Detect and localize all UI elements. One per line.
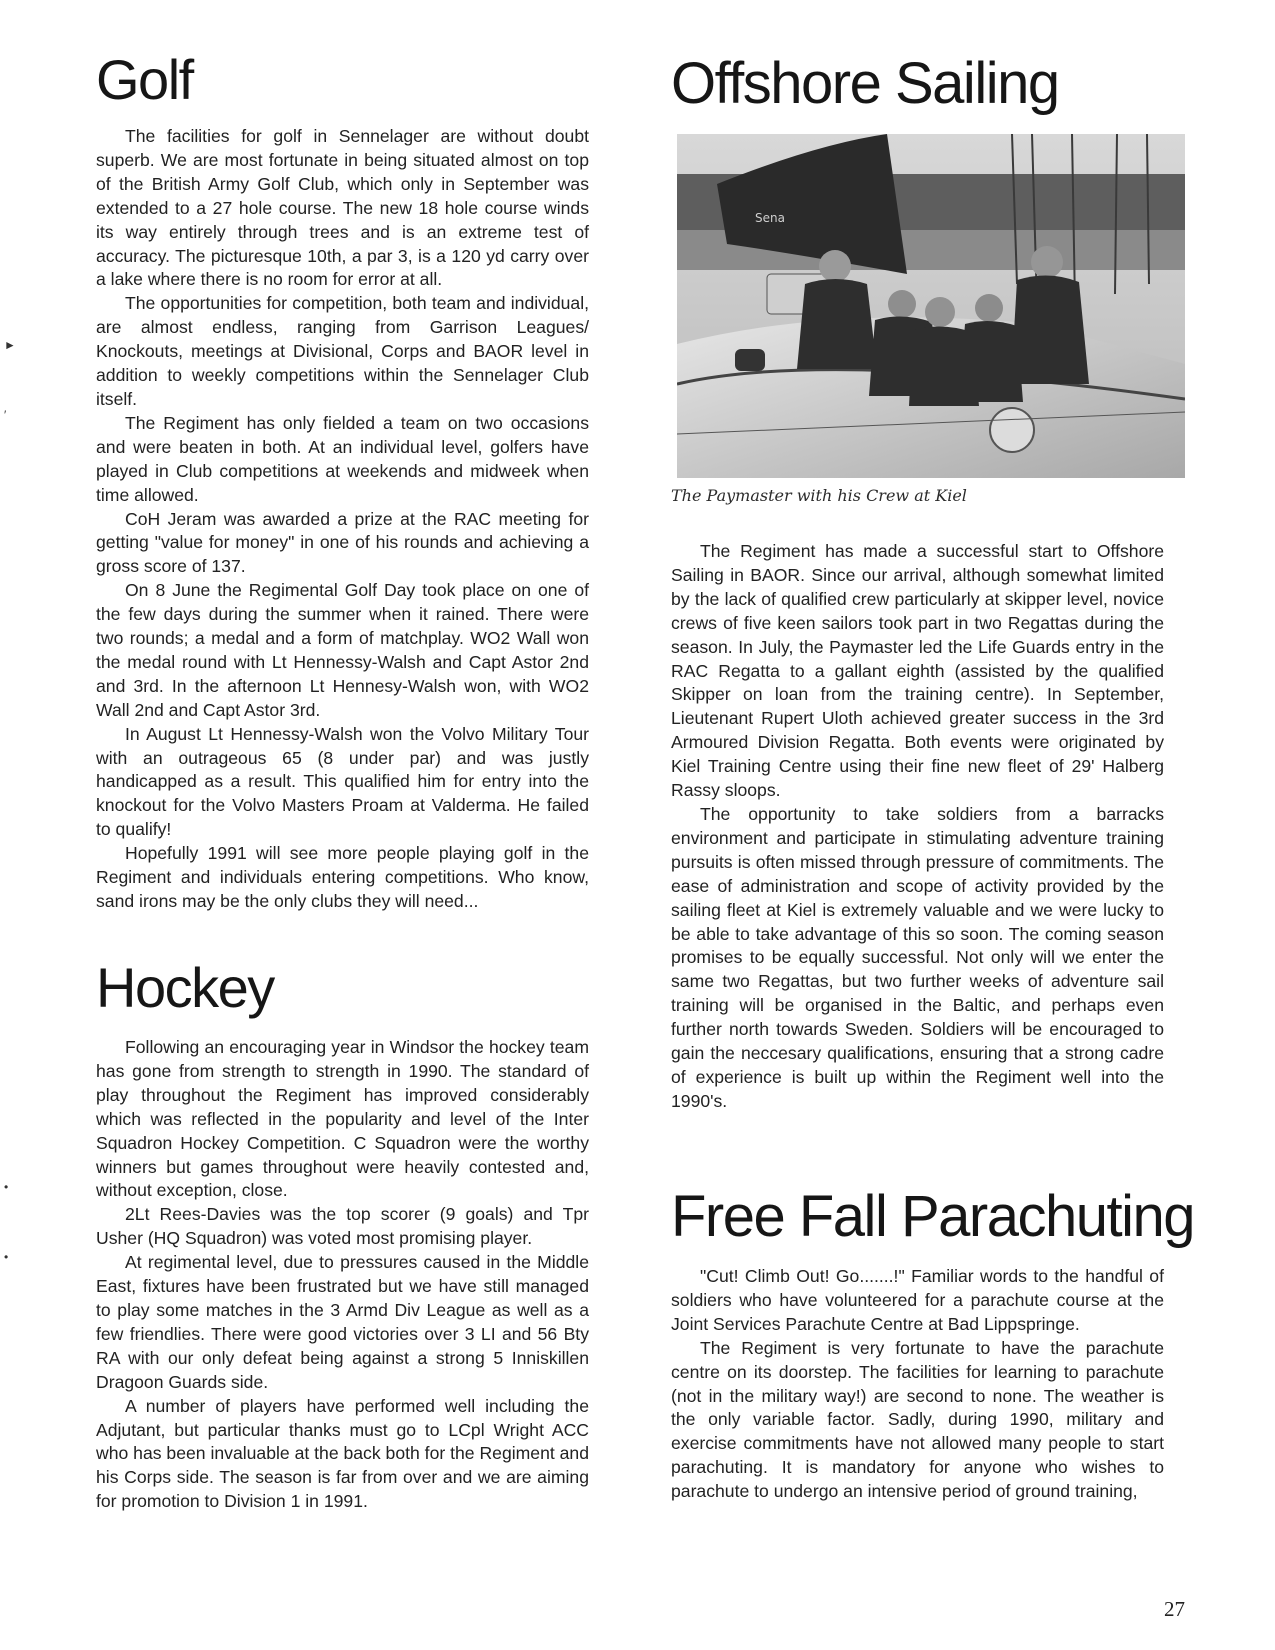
golf-paragraph: On 8 June the Regimental Golf Day took place on one of the few days during the summer when it rained. There were two rounds; a medal and a form of matchplay. WO2 Wall won the medal round with Lt Hennessy-Walsh and Capt Astor 2nd and 3rd. In the afternoon Lt Hennesy-Walsh won, with WO2 Wall 2nd and Capt Astor 3rd. [96,580,589,720]
golf-paragraph: The opportunities for competition, both team and individual, are almost endless, ranging from Garrison Leagues/ Knockouts, meetings at Divisional, Corps and BAOR level in addition to weekly competitions within the Sennelager Club itself. [96,293,589,409]
parachuting-paragraph: "Cut! Climb Out! Go.......!" Familiar words to the handful of soldiers who have volunteered for a parachute course at the Joint Services Parachute Centre at Bad Lippspringe. [671,1266,1164,1334]
hockey-body [96,1036,589,1514]
parachuting-body [671,1265,1164,1504]
hockey-paragraph: Following an encouraging year in Windsor the hockey team has gone from strength to strength in 1990. The standard of play throughout the Regiment has improved considerably which was reflected in the popularity and level of the Inter Squadron Hockey Competition. C Squadron were the worthy winners but games throughout were heavily contested and, without exception, close. [96,1037,589,1201]
sailing-heading: Offshore Sailing [671,51,1059,116]
page-number: 27 [1164,1597,1185,1621]
boat-name-label: Sena [755,211,785,225]
sailing-crew-image [677,134,1185,478]
hockey-paragraph: A number of players have performed well including the Adjutant, but particular thanks must go to LCpl Wright ACC who has been invaluable at the back both for the Regiment and his Corps side. The season is far from over and we are aiming for promotion to Division 1 in 1991. [96,1395,589,1512]
sailing-paragraph: The Regiment has made a successful start to Offshore Sailing in BAOR. Since our arrival, although somewhat limited by the lack of qualified crew particularly at skipper level, novice crews of five keen sailors took part in two Regattas during the season. In July, the Paymaster led the Life Guards entry in the RAC Regatta to a gallant eighth (assisted by the qualified Skipper on loan from the training centre). In September, Lieutenant Rupert Uloth achieved greater success in the 3rd Armoured Division Regatta. Both events were originated by Kiel Training Centre using their fine new fleet of 29' Halberg Rassy sloops. [671,541,1164,801]
photo-caption: The Paymaster with his Crew at Kiel [671,486,967,505]
golf-paragraph: In August Lt Hennessy-Walsh won the Volvo Military Tour with an outrageous 65 (8 under par) and was justly handicapped as a result. This qualified him for entry into the knockout for the Volvo Masters Proam at Valderma. He failed to qualify! [96,723,589,840]
golf-body [96,125,589,914]
golf-paragraph: The Regiment has only fielded a team on two occasions and were beaten in both. At an individual level, golfers have played in Club competitions at weekends and midweek when time allowed. [96,412,589,505]
golf-heading: Golf [96,48,193,111]
margin-mark: ► [4,338,16,352]
crew-photo [677,134,1185,478]
margin-mark: • [4,1180,9,1194]
margin-mark: • [4,1250,9,1264]
margin-mark: ′ [4,408,7,422]
hockey-heading: Hockey [96,956,274,1019]
sailing-paragraph: The opportunity to take soldiers from a barracks environment and participate in stimulating adventure training pursuits is often missed through pressure of commitments. The ease of administration and scope of activity provided by the sailing fleet at Kiel is extremely valuable and we were lucky to be able to take advantage of this so soon. The coming season promises to be equally successful. Not only will we enter the same two Regattas, but two further weeks of adventure sail training will be organised in the Baltic, and perhaps even further north towards Sweden. Soldiers will be encouraged to gain the neccesary qualifications, ensuring that a strong cadre of experience is built up within the Regiment well into the 1990's. [671,803,1164,1111]
golf-paragraph: Hopefully 1991 will see more people playing golf in the Regiment and individuals entering competitions. Who know, sand irons may be the only clubs they will need... [96,843,589,911]
hockey-paragraph: At regimental level, due to pressures caused in the Middle East, fixtures have been frustrated but we have still managed to play some matches in the 3 Armd Div League as well as a few friendlies. There were good victories over 3 LI and 56 Bty RA with our only defeat being against a strong 5 Inniskillen Dragoon Guards side. [96,1252,589,1392]
hockey-paragraph: 2Lt Rees-Davies was the top scorer (9 goals) and Tpr Usher (HQ Squadron) was voted most promising player. [96,1204,589,1249]
golf-paragraph: The facilities for golf in Sennelager are without doubt superb. We are most fortunate in being situated almost on top of the British Army Golf Club, which only in September was extended to a 27 hole course. The new 18 hole course winds its way entirely through trees and is an extreme test of accuracy. The picturesque 10th, a par 3, is a 120 yd carry over a lake where there is no room for error at all. [96,126,589,290]
parachuting-heading: Free Fall Parachuting [671,1184,1194,1249]
golf-paragraph: CoH Jeram was awarded a prize at the RAC meeting for getting "value for money" in one of his rounds and achieving a gross score of 137. [96,508,589,577]
parachuting-paragraph: The Regiment is very fortunate to have the parachute centre on its doorstep. The facilities for learning to parachute (not in the military way!) are second to none. The weather is the only variable factor. Sadly, during 1990, military and exercise commitments have not allowed many people to start parachuting. It is mandatory for anyone who wishes to parachute to undergo an intensive period of ground training, [671,1337,1164,1502]
sailing-body [671,540,1164,1114]
